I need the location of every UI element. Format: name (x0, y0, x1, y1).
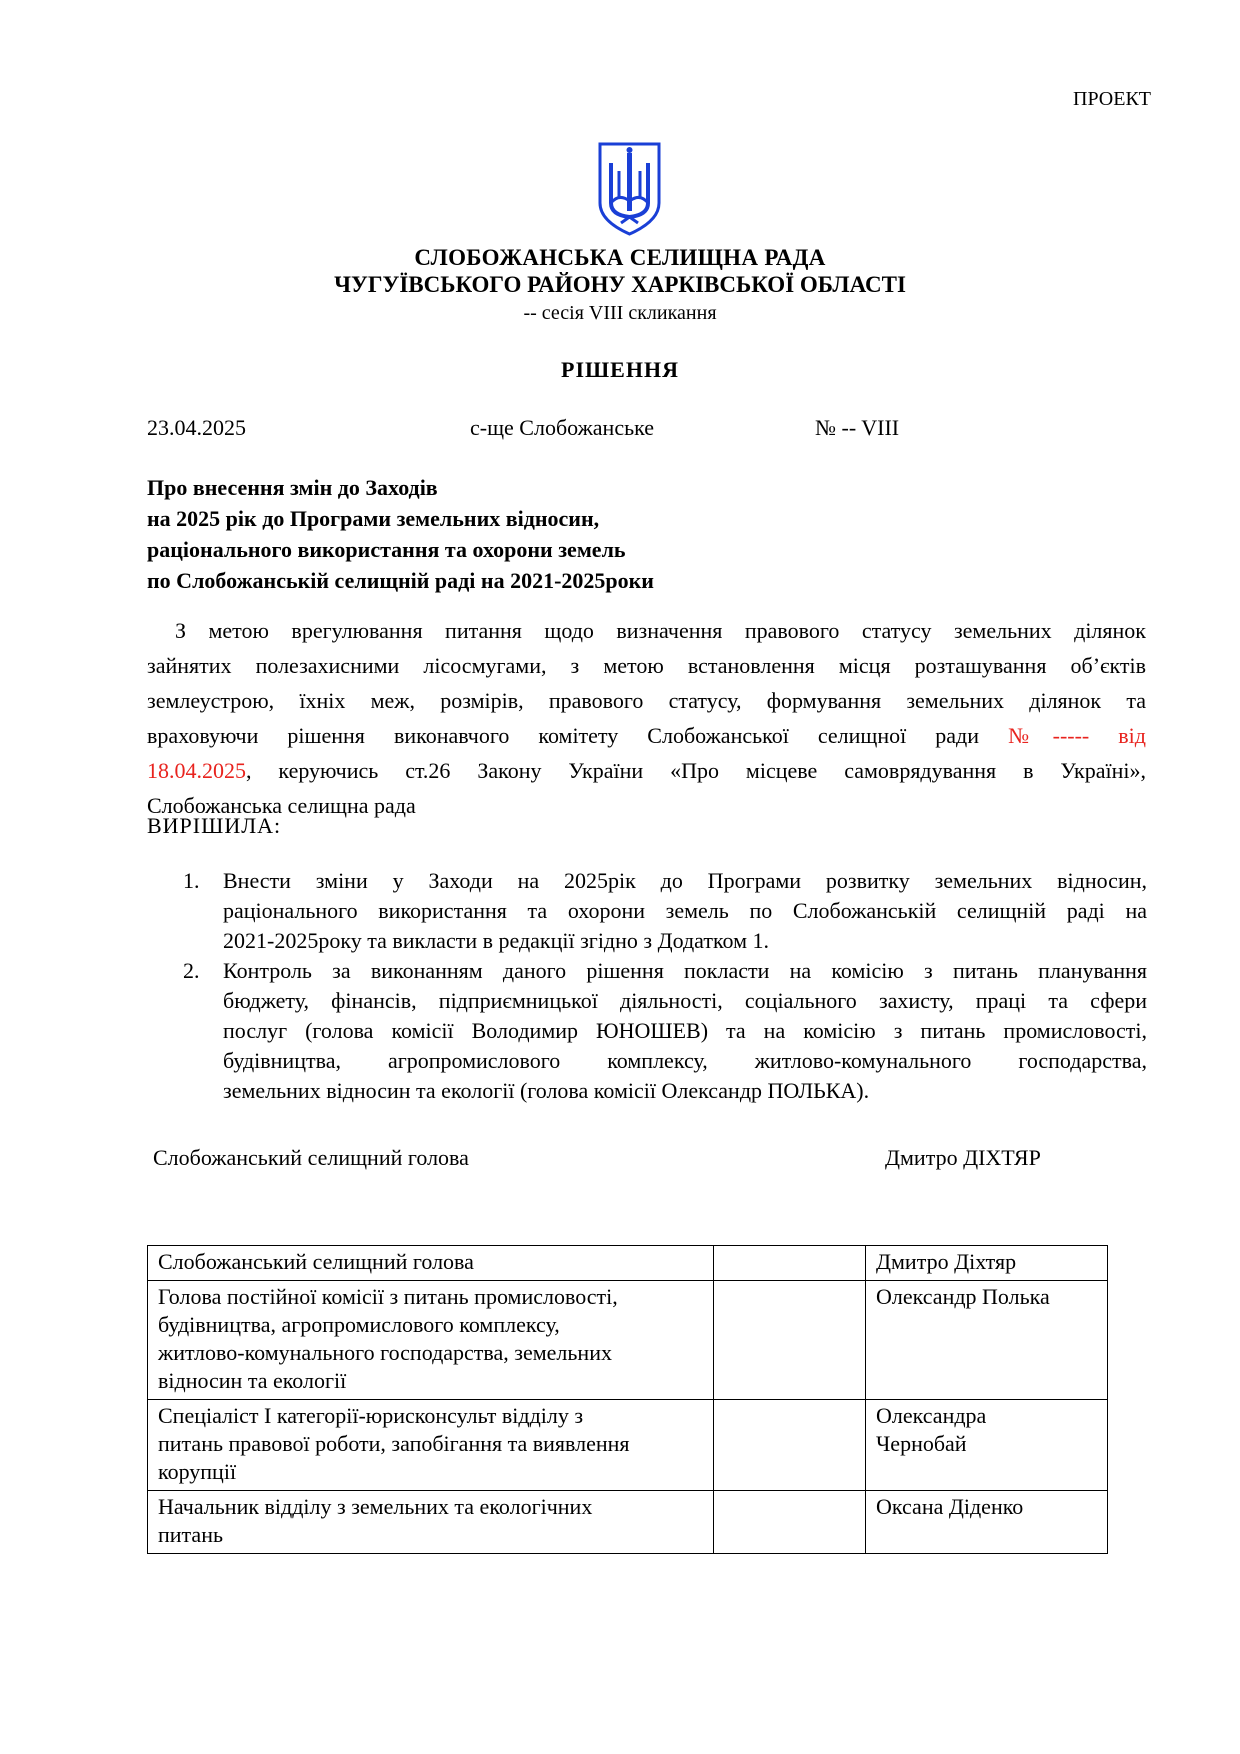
approval-position (148, 1246, 714, 1281)
table-row (148, 1281, 1108, 1400)
position-line: Слобожанський селищний голова (158, 1249, 474, 1274)
approval-position (148, 1491, 714, 1554)
preamble-line: З метою врегулювання питання щодо визначення правового статусу земельних ділянок (175, 618, 1146, 643)
decision-place: с-ще Слобожанське (470, 415, 655, 440)
table-row (148, 1491, 1108, 1554)
position-line: питань (158, 1522, 224, 1547)
approval-position (148, 1281, 714, 1400)
preamble-line (147, 718, 1146, 753)
subject-line: Про внесення змін до Заходів (147, 475, 438, 500)
name-line: Оксана Діденко (876, 1494, 1024, 1519)
position-line: питань правової роботи, запобігання та виявлення (158, 1431, 630, 1456)
decision-date: 23.04.2025 (147, 415, 246, 440)
position-line: будівництва, агропромислового комплексу, (158, 1312, 560, 1337)
preamble-text: враховуючи рішення виконавчого комітету Слобожанської селищної ради (147, 723, 1009, 748)
subject-line: на 2025 рік до Програми земельних відносин, (147, 506, 600, 531)
item-number: 2. (183, 958, 200, 983)
draft-label: ПРОЕКТ (1073, 88, 1152, 110)
approval-position (148, 1400, 714, 1491)
approval-table (147, 1245, 1108, 1554)
name-line: Чернобай (876, 1431, 967, 1456)
decision-number: № -- VIII (815, 415, 900, 440)
item-line: Контроль за виконанням даного рішення покласти на комісію з питань планування (223, 958, 1147, 983)
approval-signature-cell (714, 1491, 866, 1554)
item-line: земельних відносин та екології (голова комісії Олександр ПОЛЬКА). (223, 1078, 870, 1103)
subject-line: раціонального використання та охорони земель (147, 537, 626, 562)
preamble-line: зайнятих полезахисними лісосмугами, з метою встановлення місця розташування об’єктів (147, 653, 1146, 678)
approval-name (866, 1491, 1108, 1554)
resolution-items (147, 866, 1147, 1106)
decision-subject (147, 472, 654, 596)
position-line: корупції (158, 1459, 237, 1484)
item-line: Внести зміни у Заходи на 2025рік до Програми розвитку земельних відносин, (223, 868, 1147, 893)
item-number: 1. (183, 868, 200, 893)
document-type: РІШЕННЯ (561, 357, 679, 382)
signature-title: Слобожанський селищний голова (153, 1145, 469, 1170)
preamble-line: землеустрою, їхніх меж, розмірів, правового статусу, формування земельних ділянок та (147, 688, 1146, 713)
approval-name (866, 1281, 1108, 1400)
position-line: житлово-комунального господарства, земельних (158, 1340, 612, 1365)
item-line: 2021-2025року та викласти в редакції згідно з Додатком 1. (223, 928, 770, 953)
subject-line: по Слобожанській селищній раді на 2021-2025роки (147, 568, 654, 593)
item-line: раціонального використання та охорони земель по Слобожанській селищній раді на (223, 898, 1147, 923)
table-row (148, 1400, 1108, 1491)
item-line: будівництва, агропромислового комплексу, житлово-комунального господарства, (223, 1048, 1147, 1073)
org-name-line1: СЛОБОЖАНСЬКА СЕЛИЩНА РАДА (414, 245, 826, 270)
position-line: Голова постійної комісії з питань промисловості, (158, 1284, 618, 1309)
executive-decision-number: №----- від (1008, 723, 1146, 748)
approval-signature-cell (714, 1246, 866, 1281)
position-line: відносин та екології (158, 1368, 347, 1393)
org-name-line2: ЧУГУЇВСЬКОГО РАЙОНУ ХАРКІВСЬКОЇ ОБЛАСТІ (334, 272, 906, 297)
preamble-text: , керуючись ст.26 Закону України «Про місцеве самоврядування в Україні», (246, 758, 1146, 783)
list-item (147, 866, 1147, 956)
name-line: Олександр Полька (876, 1284, 1050, 1309)
table-row (148, 1246, 1108, 1281)
item-line: послуг (голова комісії Володимир ЮНОШЕВ) та на комісію з питань промисловості, (223, 1018, 1147, 1043)
preamble-paragraph (147, 613, 1146, 823)
name-line: Олександра (876, 1403, 987, 1428)
approval-name (866, 1400, 1108, 1491)
position-line: Спеціаліст І категорії-юрисконсульт відділу з (158, 1403, 584, 1428)
coat-of-arms-icon (597, 141, 662, 237)
preamble-line: Слобожанська селищна рада (147, 793, 416, 818)
name-line: Дмитро Діхтяр (876, 1249, 1017, 1274)
signature-name: Дмитро ДІХТЯР (885, 1145, 1041, 1170)
executive-decision-date: 18.04.2025 (147, 758, 246, 783)
session-line: -- сесія VIII скликання (523, 302, 717, 324)
approval-signature-cell (714, 1281, 866, 1400)
resolution-word: ВИРІШИЛА: (147, 813, 282, 838)
preamble-line (147, 753, 1146, 788)
approval-signature-cell (714, 1400, 866, 1491)
position-line: Начальник відділу з земельних та екологічних (158, 1494, 593, 1519)
item-line: бюджету, фінансів, підприємницької діяльності, соціального захисту, праці та сфери (223, 988, 1147, 1013)
approval-name (866, 1246, 1108, 1281)
list-item (147, 956, 1147, 1106)
